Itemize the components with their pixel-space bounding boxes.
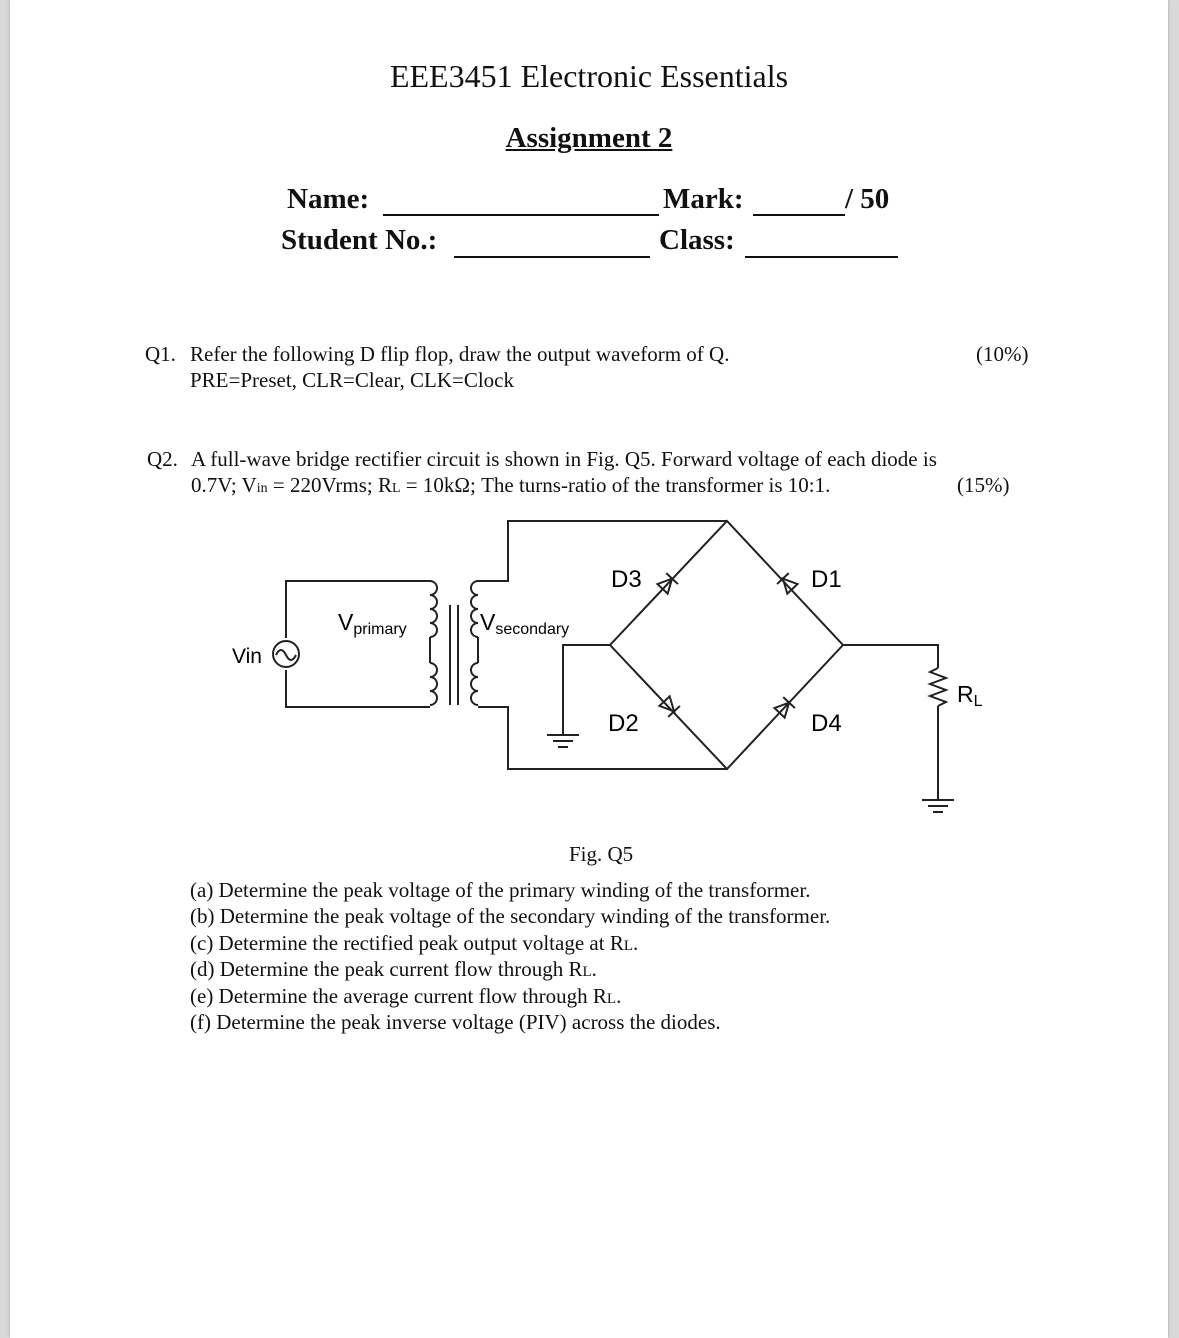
diode-d1-symbol — [777, 573, 798, 594]
d4-label: D4 — [811, 710, 842, 737]
student-no-label: Student No.: — [281, 224, 438, 256]
q2-number: Q2. — [147, 447, 178, 471]
q1-marks: (10%) — [976, 342, 1029, 366]
primary-coil-lower — [430, 663, 437, 705]
q2-line2: 0.7V; Vin = 220Vrms; RL = 10kΩ; The turns-ratio of the transformer is 10:1. — [191, 473, 831, 497]
vsecondary-label: Vsecondary — [480, 609, 570, 638]
primary-coil-upper — [430, 581, 437, 637]
primary-bottom-wire — [286, 670, 430, 707]
d1-label: D1 — [811, 566, 842, 593]
secondary-coil-upper — [471, 581, 478, 637]
assignment-heading: Assignment 2 — [505, 122, 673, 154]
part-f: (f) Determine the peak inverse voltage (PIV) across the diodes. — [190, 1010, 721, 1034]
q2-line1: A full-wave bridge rectifier circuit is shown in Fig. Q5. Forward voltage of each diode is — [191, 447, 937, 471]
part-e: (e) Determine the average current flow through RL. — [190, 984, 622, 1008]
vprimary-label: Vprimary — [338, 609, 407, 638]
ground-wire-left — [563, 645, 610, 735]
mark-total: / 50 — [845, 183, 890, 215]
secondary-top-wire — [478, 521, 727, 581]
d2-label: D2 — [608, 710, 639, 737]
rl-label: RL — [957, 681, 983, 710]
secondary-coil-lower — [471, 663, 478, 705]
part-d: (d) Determine the peak current flow through RL. — [190, 957, 597, 981]
class-label: Class: — [659, 224, 735, 256]
bridge-diamond — [610, 521, 843, 769]
part-c: (c) Determine the rectified peak output voltage at RL. — [190, 931, 639, 955]
bridge-rectifier-diagram — [10, 0, 1168, 840]
name-label: Name: — [287, 183, 370, 215]
vin-label: Vin — [232, 645, 262, 668]
mark-label: Mark: — [663, 183, 744, 215]
secondary-bottom-wire — [478, 707, 727, 769]
q2-marks: (15%) — [957, 473, 1010, 497]
document-page — [10, 0, 1168, 1338]
part-b: (b) Determine the peak voltage of the secondary winding of the transformer. — [190, 904, 831, 928]
part-a: (a) Determine the peak voltage of the primary winding of the transformer. — [190, 878, 811, 902]
load-resistor — [930, 668, 946, 706]
ac-source-wave — [276, 650, 296, 660]
load-top-wire — [843, 645, 938, 668]
document-title: EEE3451 Electronic Essentials — [389, 58, 789, 94]
figure-caption: Fig. Q5 — [569, 842, 634, 866]
q1-number: Q1. — [145, 342, 176, 366]
q1-line2: PRE=Preset, CLR=Clear, CLK=Clock — [190, 368, 515, 392]
q1-text: Refer the following D flip flop, draw the output waveform of Q. — [190, 342, 730, 366]
d3-label: D3 — [611, 566, 642, 593]
